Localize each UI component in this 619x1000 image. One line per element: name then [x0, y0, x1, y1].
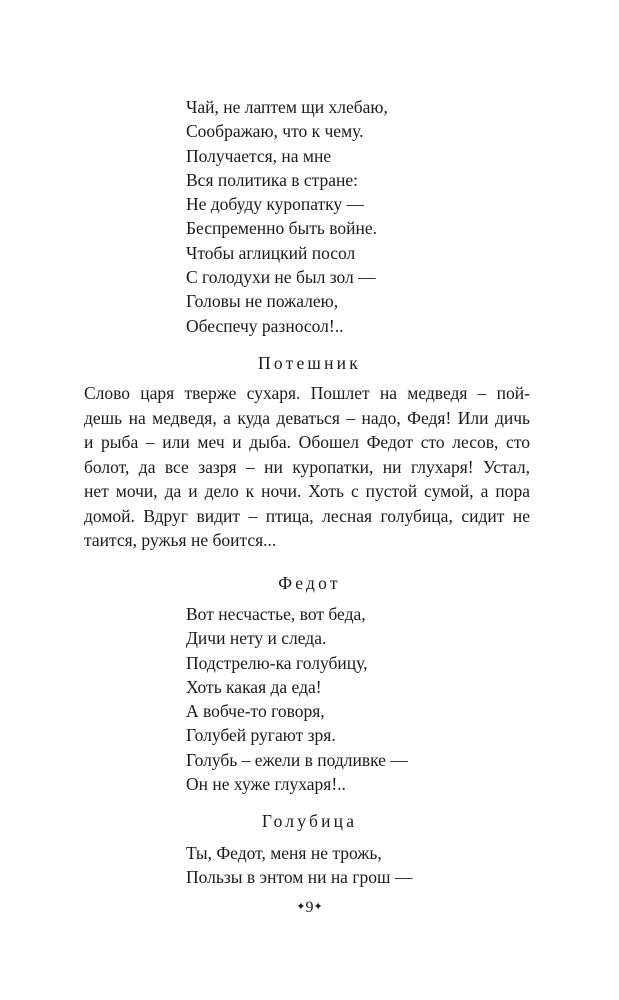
prose-line: Слово царя тверже сухаря. Пошлет на медведя – пой-: [84, 383, 530, 403]
verse-line: А вобче-то говоря,: [186, 701, 325, 722]
verse-stanza-1: [186, 95, 388, 338]
speaker-heading-fedot: Федот: [278, 573, 341, 593]
prose-line: нет мочи, да и дело к ночи. Хоть с пустой сумой, а пора: [84, 481, 530, 501]
prose-line: болот, да все зазря – ни куропатки, ни глухаря! Устал,: [84, 456, 530, 477]
prose-line: и рыба – или меч и дыба. Обошел Федот сто лесов, сто: [84, 432, 530, 452]
verse-line: Получается, на мне: [186, 145, 332, 166]
verse-line: Беспременно быть войне.: [186, 218, 378, 239]
prose-line: домой. Вдруг видит – птица, лесная голубица, сидит не: [84, 505, 530, 526]
star-ornament-icon: ✦: [296, 901, 306, 913]
verse-line: Пользы в энтом ни на грош —: [186, 867, 413, 888]
verse-line: Обеспечу разносол!..: [186, 315, 344, 336]
speaker-heading-poteshnik: Потешник: [258, 353, 361, 373]
verse-line: Голубь – ежели в подливке —: [186, 749, 408, 770]
page-number-value: 9: [305, 899, 314, 916]
star-ornament-icon: ✦: [313, 901, 323, 913]
verse-stanza-3: [186, 841, 412, 890]
verse-line: Вся политика в стране:: [186, 169, 359, 190]
verse-line: Он не хуже глухаря!..: [186, 774, 346, 795]
verse-line: Не добуду куропатку —: [186, 194, 365, 215]
verse-line: Хоть какая да еда!: [186, 676, 322, 697]
verse-line: Вот несчастье, вот беда,: [186, 604, 366, 624]
speaker-heading-golubitsa: Голубица: [261, 811, 358, 831]
verse-line: С голодухи не был зол —: [186, 267, 376, 288]
verse-line: Чай, не лаптем щи хлебаю,: [186, 97, 388, 117]
prose-line: таится, ружья не боится...: [84, 530, 277, 550]
verse-line: Голубей ругают зря.: [186, 725, 336, 746]
prose-paragraph: [84, 381, 530, 553]
verse-stanza-2: [186, 602, 408, 796]
verse-line: Соображаю, что к чему.: [186, 121, 364, 142]
verse-line: Подстрелю-ка голубицу,: [186, 652, 368, 673]
verse-line: Ты, Федот, меня не трожь,: [186, 843, 382, 863]
verse-line: Дичи нету и следа.: [186, 628, 327, 649]
page-number: [0, 897, 619, 918]
prose-line: дешь на медведя, а куда деваться – надо, Федя! Или дичь: [84, 407, 530, 428]
verse-line: Головы не пожалею,: [186, 291, 339, 312]
verse-line: Чтобы аглицкий посол: [186, 242, 356, 263]
